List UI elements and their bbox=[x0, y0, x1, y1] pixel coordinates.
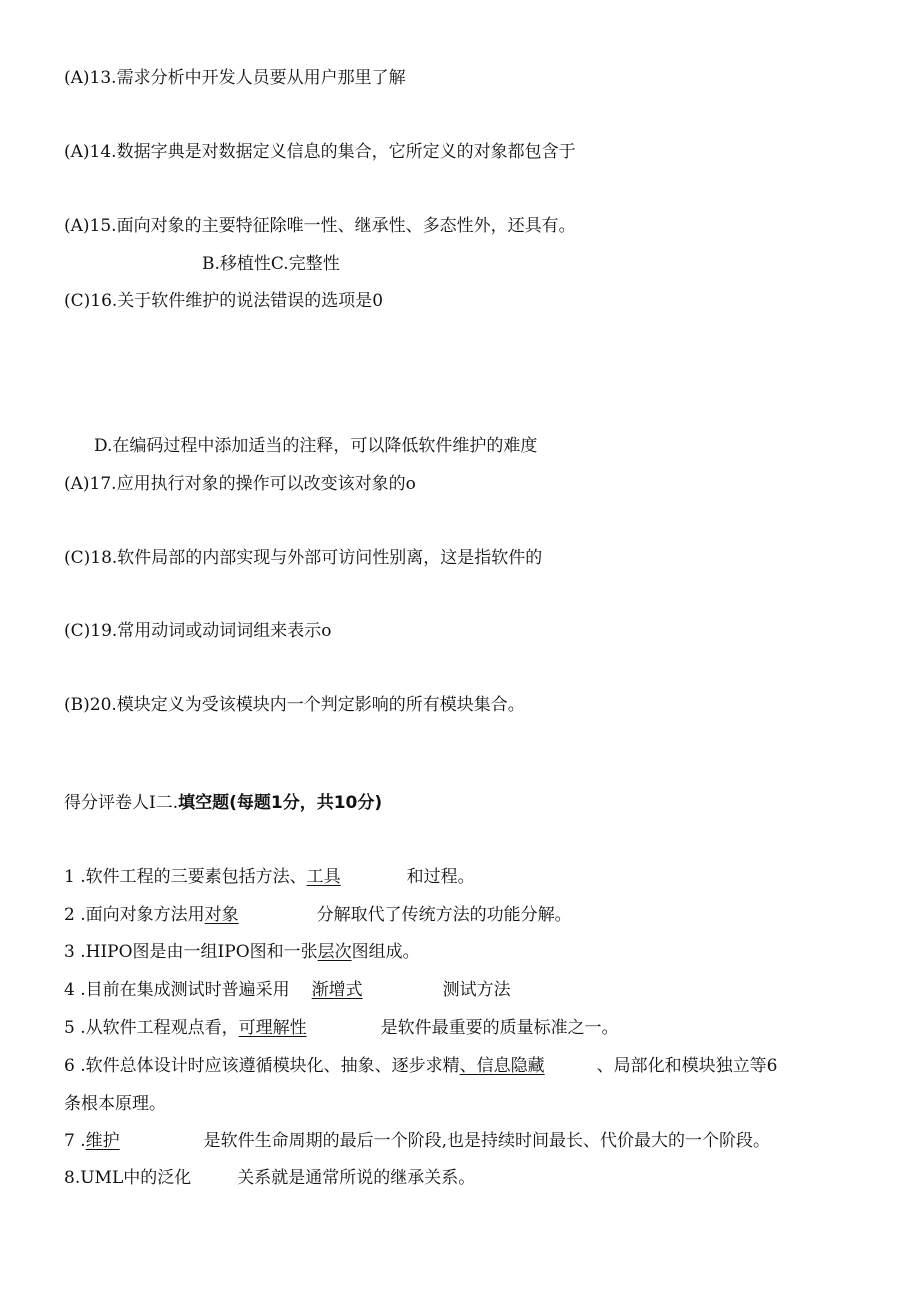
fill-5-answer: 可理解性 bbox=[238, 1018, 307, 1038]
question-19: (C)19.常用动词或动词词组来表示o bbox=[64, 621, 332, 641]
fill-2-tail: 分解取代了传统方法的功能分解。 bbox=[316, 905, 572, 925]
fill-5-tail: 是软件最重要的质量标准之一。 bbox=[380, 1018, 619, 1038]
fill-4-answer: 渐增式 bbox=[311, 980, 363, 1000]
fill-4-text: 4 .目前在集成测试时普遍采用 bbox=[64, 980, 290, 1000]
question-18: (C)18.软件局部的内部实现与外部可访问性别离，这是指软件的 bbox=[64, 548, 543, 568]
fill-1 bbox=[64, 866, 475, 888]
fill-5 bbox=[64, 1017, 619, 1039]
question-17: (A)17.应用执行对象的操作可以改变该对象的o bbox=[64, 474, 416, 494]
fill-8-text: 8.UML中的泛化 bbox=[64, 1168, 192, 1188]
fill-2-answer: 对象 bbox=[204, 905, 239, 925]
fill-3 bbox=[64, 941, 420, 963]
fill-1-text: 1 .软件工程的三要素包括方法、 bbox=[64, 867, 307, 887]
question-16: (C)16.关于软件维护的说法错误的选项是0 bbox=[64, 291, 384, 311]
fill-3-text: 3 .HIPO图是由一组IPO图和一张 bbox=[64, 942, 318, 962]
question-20: (B)20.模块定义为受该模块内一个判定影响的所有模块集合。 bbox=[64, 695, 525, 715]
fill-1-tail: 和过程。 bbox=[406, 867, 475, 887]
fill-7-text: 7 . bbox=[64, 1131, 86, 1151]
section-2-title: 填空题(每题1分，共10分) bbox=[178, 793, 383, 813]
question-15: (A)15.面向对象的主要特征除唯一性、继承性、多态性外，还具有。 bbox=[64, 216, 576, 236]
fill-6 bbox=[64, 1055, 777, 1077]
fill-2 bbox=[64, 904, 572, 926]
fill-4-tail: 测试方法 bbox=[442, 980, 511, 1000]
fill-6-answer: 、信息隐藏 bbox=[459, 1056, 545, 1076]
fill-2-text: 2 .面向对象方法用 bbox=[64, 905, 205, 925]
question-16-option-d: D.在编码过程中添加适当的注释，可以降低软件维护的难度 bbox=[94, 436, 538, 456]
fill-8 bbox=[64, 1167, 475, 1189]
fill-6-text: 6 .软件总体设计时应该遵循模块化、抽象、逐步求精 bbox=[64, 1056, 460, 1076]
fill-3-answer: 层次 bbox=[317, 942, 352, 962]
question-13: (A)13.需求分析中开发人员要从用户那里了解 bbox=[64, 68, 406, 88]
fill-7-tail: 是软件生命周期的最后一个阶段,也是持续时间最长、代价最大的一个阶段。 bbox=[203, 1131, 771, 1151]
fill-7-answer: 维护 bbox=[85, 1131, 120, 1151]
question-15-options: B.移植性C.完整性 bbox=[202, 254, 340, 274]
fill-8-tail: 关系就是通常所说的继承关系。 bbox=[237, 1168, 476, 1188]
fill-3-tail: 图组成。 bbox=[351, 942, 420, 962]
fill-6-tail: 、局部化和模块独立等6 bbox=[596, 1056, 778, 1076]
fill-1-answer: 工具 bbox=[306, 867, 341, 887]
section-2-prefix: 得分评卷人I二. bbox=[64, 793, 179, 813]
question-14: (A)14.数据字典是对数据定义信息的集合，它所定义的对象都包含于 bbox=[64, 142, 576, 162]
fill-7 bbox=[64, 1130, 770, 1152]
fill-4 bbox=[64, 979, 511, 1001]
section-2-heading bbox=[64, 792, 382, 814]
fill-5-text: 5 .从软件工程观点看， bbox=[64, 1018, 239, 1038]
fill-6-continued: 条根本原理。 bbox=[64, 1094, 166, 1114]
